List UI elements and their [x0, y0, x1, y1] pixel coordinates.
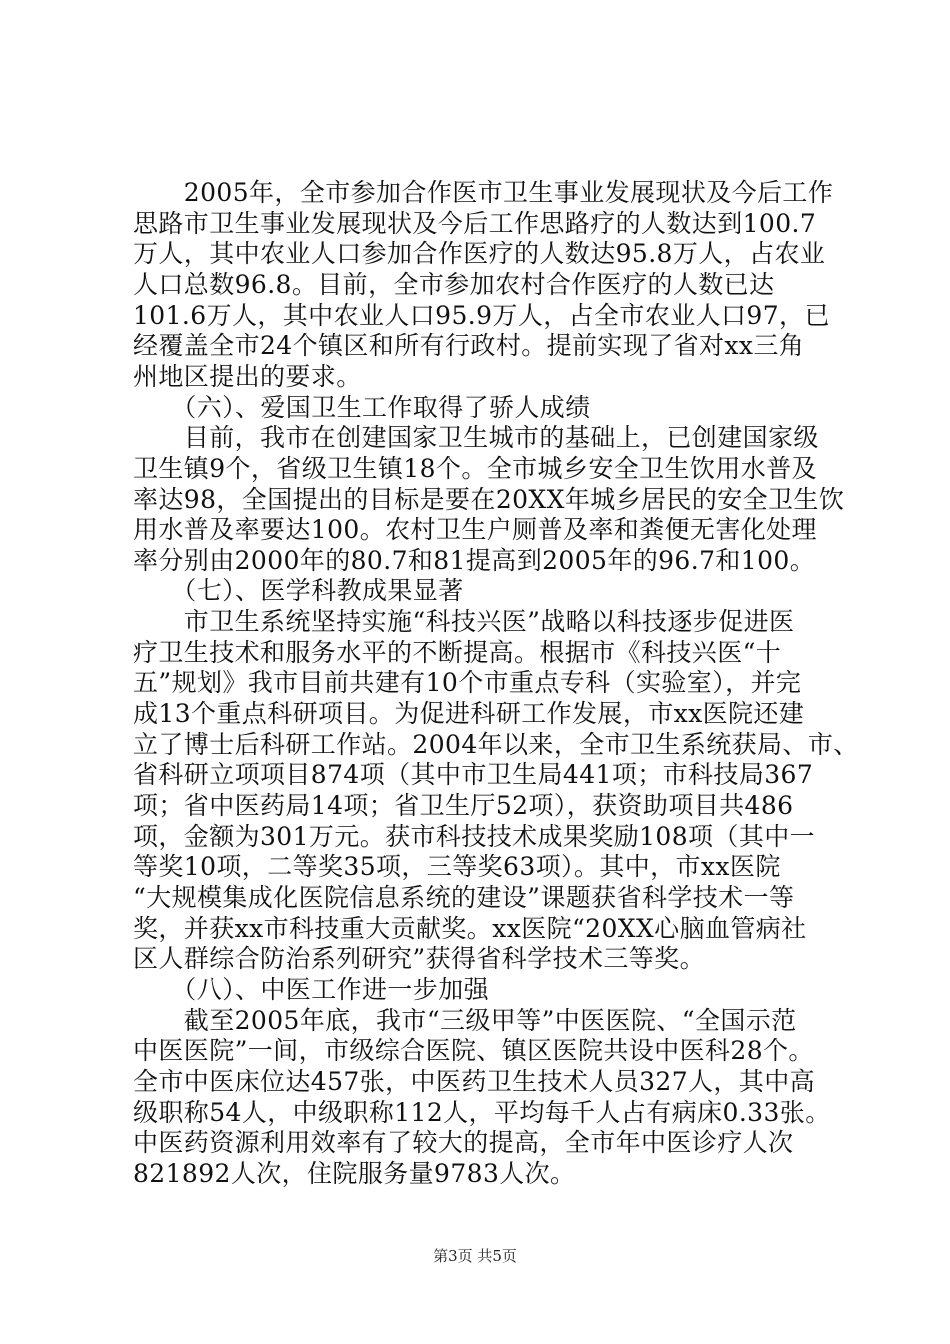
text-line: 人口总数96.8。目前，全市参加农村合作医疗的人数已达: [133, 270, 775, 299]
text-line: 率达98，全国提出的目标是要在20XX年城乡居民的安全卫生饮: [133, 485, 845, 514]
text-line: 级职称54人，中级职称112人，平均每千人占有病床0.33张。: [133, 1098, 831, 1127]
text-line: 2005年，全市参加合作医市卫生事业发展现状及今后工作: [133, 178, 834, 207]
text-line: 五”规划》我市目前共建有10个市重点专科（实验室），并完: [133, 668, 802, 697]
text-line: 省科研立项项目874项（其中市卫生局441项；市科技局367: [133, 760, 814, 789]
text-line: 成13个重点科研项目。为促进科研工作发展，市xx医院还建: [133, 699, 805, 728]
text-line: （七）、医学科教成果显著: [133, 576, 464, 605]
text-line: 经覆盖全市24个镇区和所有行政村。提前实现了省对xx三角: [133, 331, 805, 360]
text-line: 奖，并获xx市科技重大贡献奖。xx医院“20XX心脑血管病社: [133, 914, 807, 943]
text-line: 率分别由2000年的80.7和81提高到2005年的96.7和100。: [133, 546, 816, 575]
text-line: （六）、爱国卫生工作取得了骄人成绩: [133, 393, 591, 422]
text-line: 项，金额为301万元。获市科技技术成果奖励108项（其中一: [133, 822, 816, 851]
text-line: “大规模集成化医院信息系统的建设”课题获省科学技术一等: [133, 883, 795, 912]
text-line: 区人群综合防治系列研究”获得省科学技术三等奖。: [133, 944, 705, 973]
text-line: 卫生镇9个，省级卫生镇18个。全市城乡安全卫生饮用水普及: [133, 454, 817, 483]
text-line: 截至2005年底，我市“三级甲等”中医医院、“全国示范: [133, 1006, 797, 1035]
text-line: 821892人次，住院服务量9783人次。: [133, 1159, 576, 1188]
text-line: 立了博士后科研工作站。2004年以来，全市卫生系统获局、市、: [133, 730, 859, 759]
text-line: 目前，我市在创建国家卫生城市的基础上，已创建国家级: [133, 423, 819, 452]
text-line: 项；省中医药局14项；省卫生厅52项），获资助项目共486: [133, 791, 794, 820]
text-line: 等奖10项，二等奖35项，三等奖63项）。其中，市xx医院: [133, 852, 781, 881]
text-line: 万人，其中农业人口参加合作医疗的人数达95.8万人，占农业: [133, 239, 826, 268]
text-line: 中医医院”一间，市级综合医院、镇区医院共设中医科28个。: [133, 1036, 814, 1065]
text-line: （八）、中医工作进一步加强: [133, 975, 490, 1004]
page-footer: 第3页 共5页: [433, 1247, 517, 1265]
text-line: 101.6万人，其中农业人口95.9万人，占全市农业人口97，已: [133, 301, 830, 330]
text-line: 中医药资源利用效率有了较大的提高，全市年中医诊疗人次: [133, 1128, 794, 1157]
text-line: 思路市卫生事业发展现状及今后工作思路疗的人数达到100.7: [133, 209, 817, 238]
text-line: 全市中医床位达457张，中医药卫生技术人员327人，其中高: [133, 1067, 816, 1096]
text-line: 市卫生系统坚持实施“科技兴医”战略以科技逐步促进医: [133, 607, 795, 636]
text-line: 州地区提出的要求。: [133, 362, 362, 391]
text-line: 疗卫生技术和服务水平的不断提高。根据市《科技兴医“十: [133, 638, 782, 667]
text-line: 用水普及率要达100。农村卫生户厕普及率和粪便无害化处理: [133, 515, 817, 544]
